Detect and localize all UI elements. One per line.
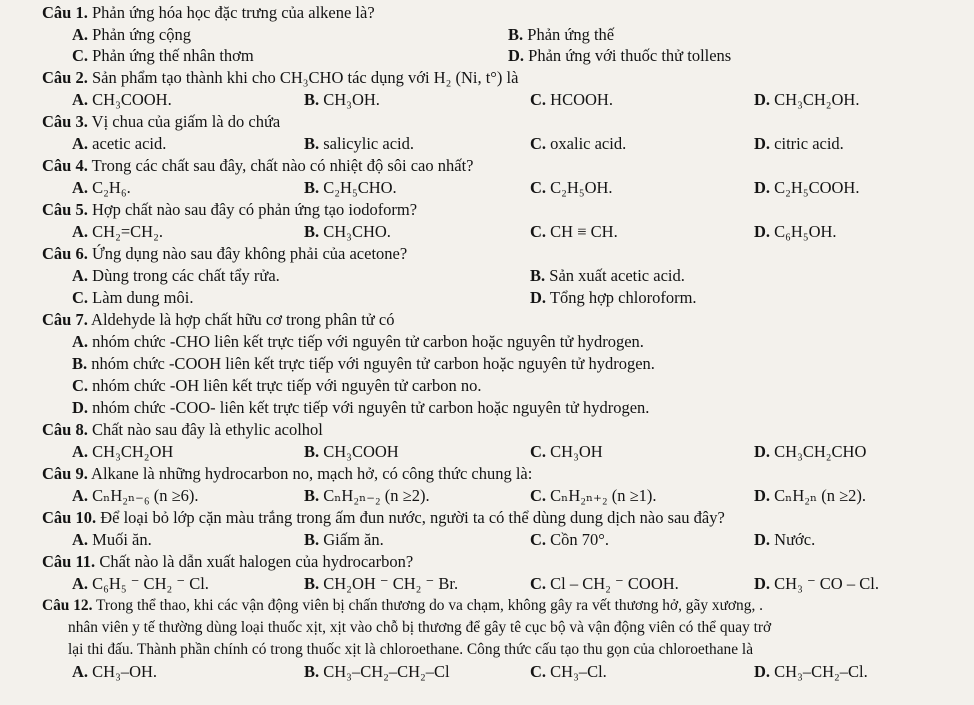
option-text: Cl – CH₂ ⁻ COOH. bbox=[546, 574, 679, 593]
option-c bbox=[530, 661, 607, 683]
option-a bbox=[72, 24, 191, 46]
question-2 bbox=[42, 67, 974, 89]
option-text: CₙH₂ₙ₋₂ (n ≥2). bbox=[319, 486, 430, 505]
option-text: CH₃–OH. bbox=[88, 662, 158, 681]
option-a bbox=[72, 661, 157, 683]
question-4 bbox=[42, 155, 974, 177]
question-stem: Aldehyde là hợp chất hữu cơ trong phân tử có bbox=[87, 310, 395, 329]
question-9 bbox=[42, 463, 974, 485]
option-b bbox=[530, 265, 685, 287]
option-label: A. bbox=[72, 486, 89, 505]
option-c bbox=[530, 177, 613, 199]
question-number: Câu 7. bbox=[42, 310, 88, 329]
option-a bbox=[72, 89, 172, 111]
option-b bbox=[304, 177, 397, 199]
option-c bbox=[530, 89, 613, 111]
question-11 bbox=[42, 551, 974, 573]
option-a bbox=[72, 529, 152, 551]
option-b bbox=[304, 529, 384, 551]
option-label: D. bbox=[754, 134, 771, 153]
option-text: CH₃CH₂CHO bbox=[770, 442, 867, 461]
option-label: A. bbox=[72, 266, 89, 285]
option-d bbox=[754, 441, 866, 463]
question-number: Câu 9. bbox=[42, 464, 88, 483]
option-d bbox=[754, 573, 879, 595]
option-label: C. bbox=[72, 46, 89, 65]
option-c bbox=[72, 45, 254, 67]
question-stem: Vị chua của giấm là do chứa bbox=[87, 112, 281, 131]
option-label: B. bbox=[304, 134, 320, 153]
question-10 bbox=[42, 507, 974, 529]
option-label: A. bbox=[72, 178, 89, 197]
option-text: Tổng hợp chloroform. bbox=[546, 288, 697, 307]
option-label: C. bbox=[530, 222, 547, 241]
option-text: oxalic acid. bbox=[546, 134, 627, 153]
option-b bbox=[72, 353, 655, 375]
question-number: Câu 12. bbox=[42, 597, 93, 614]
option-a bbox=[72, 441, 173, 463]
option-c bbox=[530, 441, 603, 463]
option-text: CH₃–CH₂–CH₂–Cl bbox=[319, 662, 450, 681]
question-stem: Hợp chất nào sau đây có phản ứng tạo iodoform? bbox=[87, 200, 418, 219]
option-label: A. bbox=[72, 134, 89, 153]
option-label: A. bbox=[72, 574, 89, 593]
option-label: B. bbox=[304, 442, 320, 461]
option-label: C. bbox=[530, 134, 547, 153]
option-c bbox=[530, 133, 626, 155]
option-text: Giấm ăn. bbox=[319, 530, 384, 549]
option-label: D. bbox=[754, 662, 771, 681]
option-d bbox=[754, 221, 837, 243]
option-label: B. bbox=[304, 530, 320, 549]
option-label: B. bbox=[530, 266, 546, 285]
question-number: Câu 10. bbox=[42, 508, 97, 527]
option-b bbox=[304, 89, 380, 111]
option-label: D. bbox=[72, 398, 89, 417]
option-label: C. bbox=[530, 486, 547, 505]
option-text: Muối ăn. bbox=[88, 530, 152, 549]
option-label: D. bbox=[754, 222, 771, 241]
option-label: B. bbox=[304, 178, 320, 197]
option-text: C₆H₅OH. bbox=[770, 222, 837, 241]
option-text: salicylic acid. bbox=[319, 134, 414, 153]
option-c bbox=[530, 529, 609, 551]
option-text: CH₃CH₂OH. bbox=[770, 90, 860, 109]
question-8 bbox=[42, 419, 974, 441]
option-text: C₂H₆. bbox=[88, 178, 131, 197]
option-d bbox=[754, 661, 868, 683]
option-label: D. bbox=[754, 530, 771, 549]
option-label: B. bbox=[304, 574, 320, 593]
option-a bbox=[72, 331, 644, 353]
option-label: A. bbox=[72, 442, 89, 461]
option-label: D. bbox=[508, 46, 525, 65]
question-5 bbox=[42, 199, 974, 221]
option-label: C. bbox=[530, 442, 547, 461]
option-label: C. bbox=[530, 178, 547, 197]
question-number: Câu 3. bbox=[42, 112, 88, 131]
option-b bbox=[304, 573, 458, 595]
option-d bbox=[530, 287, 697, 309]
option-d bbox=[508, 45, 731, 67]
option-text: CH₃ ⁻ CO – Cl. bbox=[770, 574, 879, 593]
option-d bbox=[754, 529, 815, 551]
option-c bbox=[72, 287, 193, 309]
option-b bbox=[508, 24, 614, 46]
option-d bbox=[754, 133, 844, 155]
option-label: A. bbox=[72, 530, 89, 549]
option-text: citric acid. bbox=[770, 134, 844, 153]
option-label: C. bbox=[530, 530, 547, 549]
option-text: CH ≡ CH. bbox=[546, 222, 618, 241]
question-stem: Sản phẩm tạo thành khi cho CH₃CHO tác dụng với H₂ (Ni, t°) là bbox=[87, 68, 519, 87]
option-label: D. bbox=[530, 288, 547, 307]
question-stem: Chất nào sau đây là ethylic acolhol bbox=[87, 420, 323, 439]
question-stem: Alkane là những hydrocarbon no, mạch hở, có công thức chung là: bbox=[87, 464, 533, 483]
option-label: D. bbox=[754, 90, 771, 109]
option-a bbox=[72, 573, 209, 595]
option-text: CH₃COOH bbox=[319, 442, 399, 461]
option-label: A. bbox=[72, 222, 89, 241]
option-text: CH₂OH ⁻ CH₂ ⁻ Br. bbox=[319, 574, 459, 593]
question-stem: Ứng dụng nào sau đây không phải của acetone? bbox=[87, 244, 408, 263]
option-text: HCOOH. bbox=[546, 90, 613, 109]
question-stem: Phản ứng hóa học đặc trưng của alkene là? bbox=[87, 3, 375, 22]
option-text: CₙH₂ₙ₋₆ (n ≥6). bbox=[88, 486, 199, 505]
question-1 bbox=[42, 2, 974, 24]
option-text: CH₃OH. bbox=[319, 90, 380, 109]
option-a bbox=[72, 265, 280, 287]
option-label: C. bbox=[72, 376, 89, 395]
option-text: nhóm chức -COOH liên kết trực tiếp với nguyên tử carbon hoặc nguyên tử hydrogen. bbox=[87, 354, 655, 373]
option-text: CH₃OH bbox=[546, 442, 603, 461]
question-number: Câu 6. bbox=[42, 244, 88, 263]
option-b bbox=[304, 133, 414, 155]
option-label: B. bbox=[304, 90, 320, 109]
option-d bbox=[72, 397, 649, 419]
option-label: C. bbox=[530, 662, 547, 681]
option-text: CH₃–CH₂–Cl. bbox=[770, 662, 868, 681]
option-c bbox=[530, 573, 679, 595]
question-stem-continuation: lại thi đấu. Thành phần chính có trong thuốc xịt là chloroethane. Công thức cấu tạo thu gọn của chloroethane là bbox=[68, 641, 754, 658]
option-text: nhóm chức -CHO liên kết trực tiếp với nguyên tử carbon hoặc nguyên tử hydrogen. bbox=[88, 332, 644, 351]
option-b bbox=[304, 221, 391, 243]
option-label: C. bbox=[72, 288, 89, 307]
option-text: Làm dung môi. bbox=[88, 288, 194, 307]
option-label: A. bbox=[72, 90, 89, 109]
question-12 bbox=[42, 595, 974, 617]
question-number: Câu 4. bbox=[42, 156, 88, 175]
option-text: CₙH₂ₙ (n ≥2). bbox=[770, 486, 867, 505]
option-label: A. bbox=[72, 662, 89, 681]
option-text: CH₃CH₂OH bbox=[88, 442, 174, 461]
option-text: CₙH₂ₙ₊₂ (n ≥1). bbox=[546, 486, 657, 505]
option-text: CH₂=CH₂. bbox=[88, 222, 163, 241]
option-text: Nước. bbox=[770, 530, 816, 549]
option-text: C₂H₅COOH. bbox=[770, 178, 860, 197]
option-text: Sản xuất acetic acid. bbox=[545, 266, 685, 285]
question-7 bbox=[42, 309, 974, 331]
option-text: Phản ứng thế bbox=[523, 25, 615, 44]
option-label: B. bbox=[508, 25, 524, 44]
option-label: A. bbox=[72, 332, 89, 351]
option-label: C. bbox=[530, 574, 547, 593]
question-6 bbox=[42, 243, 974, 265]
question-number: Câu 5. bbox=[42, 200, 88, 219]
option-label: A. bbox=[72, 25, 89, 44]
option-label: D. bbox=[754, 574, 771, 593]
question-stem: Để loại bỏ lớp cặn màu trắng trong ấm đun nước, người ta có thể dùng dung dịch nào sau đây? bbox=[96, 508, 725, 527]
option-text: acetic acid. bbox=[88, 134, 167, 153]
option-label: D. bbox=[754, 442, 771, 461]
option-text: Phản ứng cộng bbox=[88, 25, 191, 44]
option-text: C₆H₅ ⁻ CH₂ ⁻ Cl. bbox=[88, 574, 209, 593]
question-stem: Trong thể thao, khi các vận động viên bị chấn thương do va chạm, không gây ra vết thương hở, gãy xương, . bbox=[92, 597, 763, 614]
option-text: Cồn 70°. bbox=[546, 530, 610, 549]
option-c bbox=[530, 221, 618, 243]
question-stem: Chất nào là dẫn xuất halogen của hydrocarbon? bbox=[95, 552, 414, 571]
option-d bbox=[754, 89, 859, 111]
question-number: Câu 11. bbox=[42, 552, 96, 571]
option-label: D. bbox=[754, 486, 771, 505]
option-label: D. bbox=[754, 178, 771, 197]
option-text: nhóm chức -OH liên kết trực tiếp với nguyên tử carbon no. bbox=[88, 376, 482, 395]
question-stem: Trong các chất sau đây, chất nào có nhiệt độ sôi cao nhất? bbox=[87, 156, 474, 175]
question-3 bbox=[42, 111, 974, 133]
option-text: C₂H₅CHO. bbox=[319, 178, 397, 197]
option-text: Phản ứng với thuốc thử tollens bbox=[524, 46, 732, 65]
option-text: CH₃–Cl. bbox=[546, 662, 607, 681]
option-a bbox=[72, 177, 131, 199]
question-number: Câu 1. bbox=[42, 3, 88, 22]
question-number: Câu 2. bbox=[42, 68, 88, 87]
question-stem-continuation: nhân viên y tế thường dùng loại thuốc xịt, xịt vào chỗ bị thương để gây tê cục bộ và vận động viên có thể quay trở bbox=[68, 619, 772, 636]
option-a bbox=[72, 485, 199, 507]
option-c bbox=[72, 375, 481, 397]
option-a bbox=[72, 133, 166, 155]
question-number: Câu 8. bbox=[42, 420, 88, 439]
option-b bbox=[304, 485, 430, 507]
option-text: nhóm chức -COO- liên kết trực tiếp với nguyên tử carbon hoặc nguyên tử hydrogen. bbox=[88, 398, 650, 417]
option-text: C₂H₅OH. bbox=[546, 178, 613, 197]
option-label: B. bbox=[304, 486, 320, 505]
option-b bbox=[304, 441, 399, 463]
option-d bbox=[754, 485, 866, 507]
option-label: C. bbox=[530, 90, 547, 109]
option-label: B. bbox=[72, 354, 88, 373]
option-text: CH₃COOH. bbox=[88, 90, 172, 109]
option-text: Phản ứng thế nhân thơm bbox=[88, 46, 254, 65]
option-b bbox=[304, 661, 450, 683]
option-label: B. bbox=[304, 222, 320, 241]
option-text: CH₃CHO. bbox=[319, 222, 391, 241]
option-label: B. bbox=[304, 662, 320, 681]
option-text: Dùng trong các chất tẩy rửa. bbox=[88, 266, 280, 285]
option-d bbox=[754, 177, 859, 199]
option-c bbox=[530, 485, 657, 507]
option-a bbox=[72, 221, 163, 243]
